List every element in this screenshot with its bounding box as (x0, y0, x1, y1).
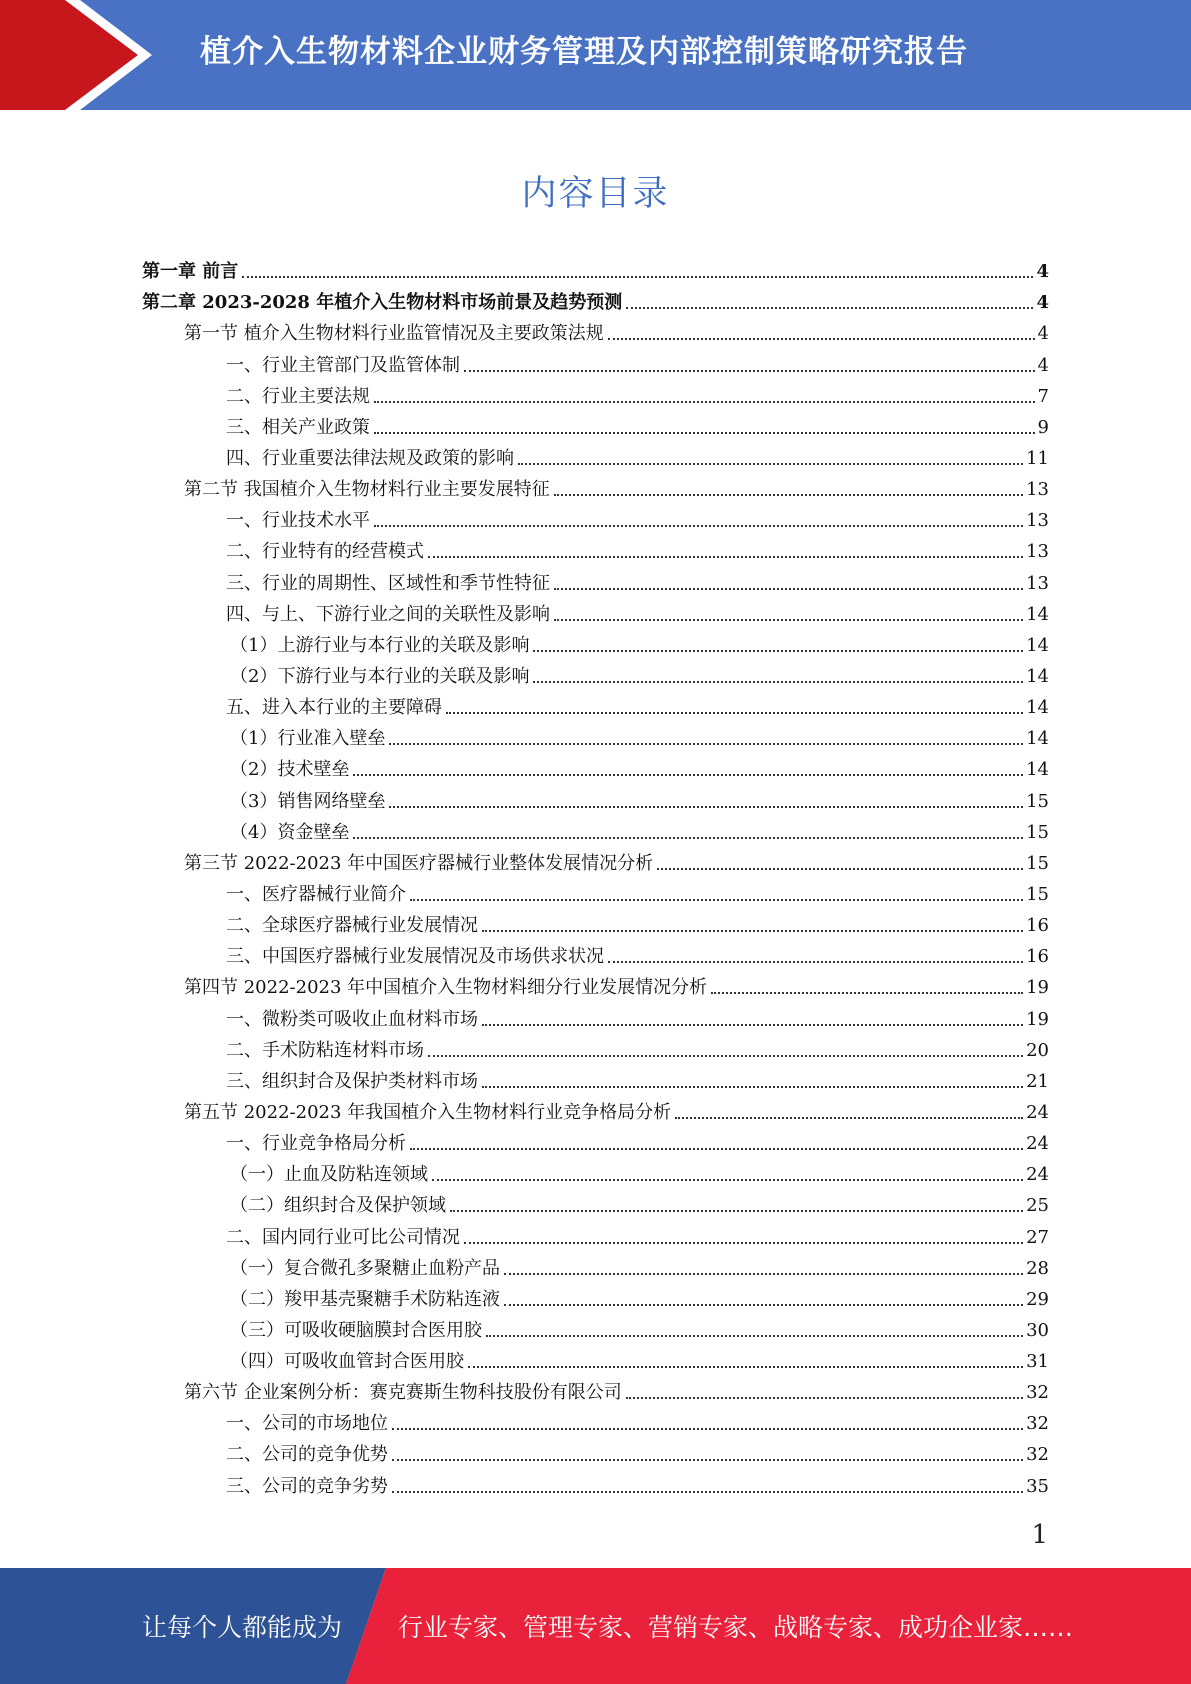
toc-entry-title: 四、与上、下游行业之间的关联性及影响 (226, 603, 550, 625)
toc-entry-page: 20 (1026, 1039, 1049, 1061)
toc-entry-title: 第四节 2022-2023 年中国植介入生物材料细分行业发展情况分析 (184, 977, 708, 999)
toc-leader-dots (428, 1055, 1023, 1057)
toc-entry-page: 32 (1026, 1382, 1049, 1404)
toc-leader-dots (410, 1148, 1023, 1150)
toc-entry[interactable] (142, 1343, 1049, 1374)
toc-entry-title: 一、行业竞争格局分析 (226, 1133, 406, 1155)
toc-entry-page: 24 (1026, 1164, 1049, 1186)
toc-leader-dots (608, 338, 1035, 340)
toc-entry-page: 19 (1026, 1008, 1049, 1030)
toc-entry[interactable] (142, 253, 1049, 284)
toc-leader-dots (374, 401, 1035, 403)
toc-leader-dots (410, 899, 1023, 901)
toc-entry-page: 15 (1026, 790, 1049, 812)
toc-entry-page: 29 (1026, 1288, 1049, 1310)
toc-entry[interactable] (142, 1374, 1049, 1405)
toc-leader-dots (482, 930, 1023, 932)
toc-entry-page: 16 (1026, 946, 1049, 968)
toc-entry[interactable] (142, 1187, 1049, 1218)
toc-entry-page: 13 (1026, 479, 1049, 501)
toc-entry-page: 11 (1026, 447, 1049, 469)
report-title: 植介入生物材料企业财务管理及内部控制策略研究报告 (200, 34, 968, 70)
toc-entry[interactable] (142, 502, 1049, 533)
toc-entry-page: 27 (1026, 1226, 1049, 1248)
toc-entry[interactable] (142, 564, 1049, 595)
toc-entry-page: 4 (1036, 292, 1049, 314)
toc-leader-dots (711, 992, 1023, 994)
toc-entry[interactable] (142, 782, 1049, 813)
toc-leader-dots (504, 1304, 1023, 1306)
toc-entry[interactable] (142, 938, 1049, 969)
toc-entry-page: 25 (1026, 1195, 1049, 1217)
toc-leader-dots (554, 588, 1023, 590)
toc-entry-title: （二）羧甲基壳聚糖手术防粘连液 (230, 1288, 500, 1310)
toc-entry-page: 15 (1026, 852, 1049, 874)
toc-entry[interactable] (142, 1032, 1049, 1063)
header-banner (0, 0, 1191, 110)
toc-leader-dots (464, 370, 1035, 372)
toc-leader-dots (533, 650, 1023, 652)
toc-entry[interactable] (142, 1405, 1049, 1436)
toc-entry[interactable] (142, 1250, 1049, 1281)
toc-leader-dots (464, 1242, 1023, 1244)
toc-entry-title: 第一章 前言 (142, 261, 239, 283)
toc-entry-title: 第二章 2023-2028 年植介入生物材料市场前景及趋势预测 (142, 292, 623, 314)
toc-leader-dots (389, 806, 1023, 808)
toc-entry-page: 14 (1026, 759, 1049, 781)
toc-entry[interactable] (142, 720, 1049, 751)
toc-entry[interactable] (142, 533, 1049, 564)
toc-entry-page: 7 (1037, 385, 1049, 407)
toc-entry-page: 13 (1026, 572, 1049, 594)
toc-leader-dots (608, 961, 1023, 963)
toc-entry[interactable] (142, 346, 1049, 377)
toc-entry-page: 32 (1026, 1413, 1049, 1435)
toc-entry-title: （2）技术壁垒 (230, 759, 350, 781)
toc-entry-title: （1）上游行业与本行业的关联及影响 (230, 634, 530, 656)
toc-entry-page: 14 (1026, 665, 1049, 687)
toc-entry-title: （3）销售网络壁垒 (230, 790, 386, 812)
toc-entry-title: 二、行业主要法规 (226, 385, 370, 407)
toc-leader-dots (353, 774, 1023, 776)
toc-entry-page: 14 (1026, 634, 1049, 656)
toc-entry-page: 24 (1026, 1101, 1049, 1123)
toc-entry[interactable] (142, 471, 1049, 502)
toc-leader-dots (504, 1273, 1023, 1275)
toc-entry-page: 31 (1026, 1351, 1049, 1373)
toc-leader-dots (353, 837, 1023, 839)
table-of-contents (142, 253, 1049, 1499)
toc-entry-page: 4 (1037, 323, 1049, 345)
toc-entry[interactable] (142, 1000, 1049, 1031)
toc-entry-page: 24 (1026, 1133, 1049, 1155)
toc-leader-dots (432, 1179, 1023, 1181)
toc-leader-dots (468, 1366, 1023, 1368)
toc-leader-dots (657, 868, 1023, 870)
toc-entry-page: 15 (1026, 883, 1049, 905)
toc-entry-title: 二、公司的竞争优势 (226, 1444, 388, 1466)
footer-banner (0, 1568, 1191, 1684)
toc-entry-title: 一、行业主管部门及监管体制 (226, 354, 460, 376)
toc-entry-title: 一、微粉类可吸收止血材料市场 (226, 1008, 478, 1030)
toc-entry-page: 14 (1026, 697, 1049, 719)
toc-entry-page: 28 (1026, 1257, 1049, 1279)
toc-entry-title: 二、国内同行业可比公司情况 (226, 1226, 460, 1248)
toc-entry[interactable] (142, 845, 1049, 876)
footer-slogan-right: 行业专家、管理专家、营销专家、战略专家、成功企业家…… (398, 1613, 1074, 1642)
toc-entry-page: 14 (1026, 603, 1049, 625)
toc-entry[interactable] (142, 596, 1049, 627)
toc-entry-title: （1）行业准入壁垒 (230, 728, 386, 750)
toc-entry-title: （四）可吸收血管封合医用胶 (230, 1351, 464, 1373)
toc-entry-page: 4 (1036, 261, 1049, 283)
toc-entry-page: 35 (1026, 1475, 1049, 1497)
toc-entry-page: 9 (1037, 416, 1049, 438)
toc-leader-dots (392, 1491, 1023, 1493)
toc-leader-dots (533, 681, 1023, 683)
toc-entry-title: （一）复合微孔多聚糖止血粉产品 (230, 1257, 500, 1279)
toc-entry-title: 三、公司的竞争劣势 (226, 1475, 388, 1497)
toc-entry[interactable] (142, 1156, 1049, 1187)
toc-leader-dots (482, 1086, 1023, 1088)
toc-leader-dots (446, 712, 1023, 714)
toc-entry[interactable] (142, 751, 1049, 782)
toc-leader-dots (374, 525, 1023, 527)
toc-entry[interactable] (142, 969, 1049, 1000)
toc-leader-dots (486, 1335, 1023, 1337)
toc-entry[interactable] (142, 1125, 1049, 1156)
toc-entry[interactable] (142, 1063, 1049, 1094)
toc-entry-title: 二、行业特有的经营模式 (226, 541, 424, 563)
toc-entry[interactable] (142, 814, 1049, 845)
toc-entry[interactable] (142, 627, 1049, 658)
toc-leader-dots (374, 432, 1035, 434)
toc-entry[interactable] (142, 658, 1049, 689)
toc-entry-page: 19 (1026, 977, 1049, 999)
toc-leader-dots (554, 494, 1023, 496)
toc-entry-title: 三、组织封合及保护类材料市场 (226, 1070, 478, 1092)
toc-entry-page: 14 (1026, 728, 1049, 750)
toc-entry-title: 三、中国医疗器械行业发展情况及市场供求状况 (226, 946, 604, 968)
toc-entry[interactable] (142, 440, 1049, 471)
toc-entry[interactable] (142, 1312, 1049, 1343)
toc-entry[interactable] (142, 315, 1049, 346)
toc-entry[interactable] (142, 1094, 1049, 1125)
toc-entry-title: （4）资金壁垒 (230, 821, 350, 843)
toc-entry-title: 一、医疗器械行业简介 (226, 883, 406, 905)
toc-leader-dots (626, 307, 1033, 309)
toc-leader-dots (518, 463, 1023, 465)
toc-entry-title: 第三节 2022-2023 年中国医疗器械行业整体发展情况分析 (184, 852, 654, 874)
toc-leader-dots (482, 1024, 1023, 1026)
toc-leader-dots (554, 619, 1023, 621)
toc-entry-page: 4 (1037, 354, 1049, 376)
toc-entry[interactable] (142, 1467, 1049, 1498)
toc-leader-dots (392, 1459, 1023, 1461)
toc-entry-title: 第一节 植介入生物材料行业监管情况及主要政策法规 (184, 323, 604, 345)
toc-leader-dots (392, 1428, 1023, 1430)
toc-leader-dots (389, 743, 1023, 745)
toc-entry-title: 一、公司的市场地位 (226, 1413, 388, 1435)
toc-entry-title: （二）组织封合及保护领域 (230, 1195, 446, 1217)
toc-leader-dots (675, 1117, 1023, 1119)
toc-entry[interactable] (142, 907, 1049, 938)
toc-entry-title: （一）止血及防粘连领域 (230, 1164, 428, 1186)
toc-entry-page: 15 (1026, 821, 1049, 843)
toc-entry-title: 第五节 2022-2023 年我国植介入生物材料行业竞争格局分析 (184, 1101, 672, 1123)
toc-entry-title: 三、相关产业政策 (226, 416, 370, 438)
toc-leader-dots (428, 556, 1023, 558)
toc-entry[interactable] (142, 689, 1049, 720)
toc-entry-title: 二、全球医疗器械行业发展情况 (226, 915, 478, 937)
toc-entry-title: （三）可吸收硬脑膜封合医用胶 (230, 1319, 482, 1341)
toc-leader-dots (626, 1397, 1023, 1399)
toc-heading: 内容目录 (521, 174, 670, 214)
toc-entry-page: 32 (1026, 1444, 1049, 1466)
toc-entry-page: 13 (1026, 510, 1049, 532)
toc-entry-page: 16 (1026, 915, 1049, 937)
toc-entry[interactable] (142, 284, 1049, 315)
toc-leader-dots (242, 276, 1033, 278)
footer-slogan-left: 让每个人都能成为 (142, 1613, 343, 1642)
toc-entry[interactable] (142, 409, 1049, 440)
toc-entry-page: 13 (1026, 541, 1049, 563)
toc-entry[interactable] (142, 876, 1049, 907)
toc-entry-page: 30 (1026, 1319, 1049, 1341)
toc-entry-title: 第二节 我国植介入生物材料行业主要发展特征 (184, 479, 550, 501)
toc-entry-title: （2）下游行业与本行业的关联及影响 (230, 665, 530, 687)
toc-entry[interactable] (142, 1436, 1049, 1467)
toc-entry[interactable] (142, 1281, 1049, 1312)
toc-entry-title: 第六节 企业案例分析：赛克赛斯生物科技股份有限公司 (184, 1382, 622, 1404)
toc-entry[interactable] (142, 1218, 1049, 1249)
toc-entry-title: 三、行业的周期性、区域性和季节性特征 (226, 572, 550, 594)
toc-entry-title: 五、进入本行业的主要障碍 (226, 697, 442, 719)
toc-entry-page: 21 (1026, 1070, 1049, 1092)
toc-entry-title: 一、行业技术水平 (226, 510, 370, 532)
page-number: 1 (1031, 1520, 1048, 1550)
toc-entry[interactable] (142, 378, 1049, 409)
toc-leader-dots (450, 1210, 1023, 1212)
toc-entry-title: 二、手术防粘连材料市场 (226, 1039, 424, 1061)
toc-entry-title: 四、行业重要法律法规及政策的影响 (226, 447, 514, 469)
